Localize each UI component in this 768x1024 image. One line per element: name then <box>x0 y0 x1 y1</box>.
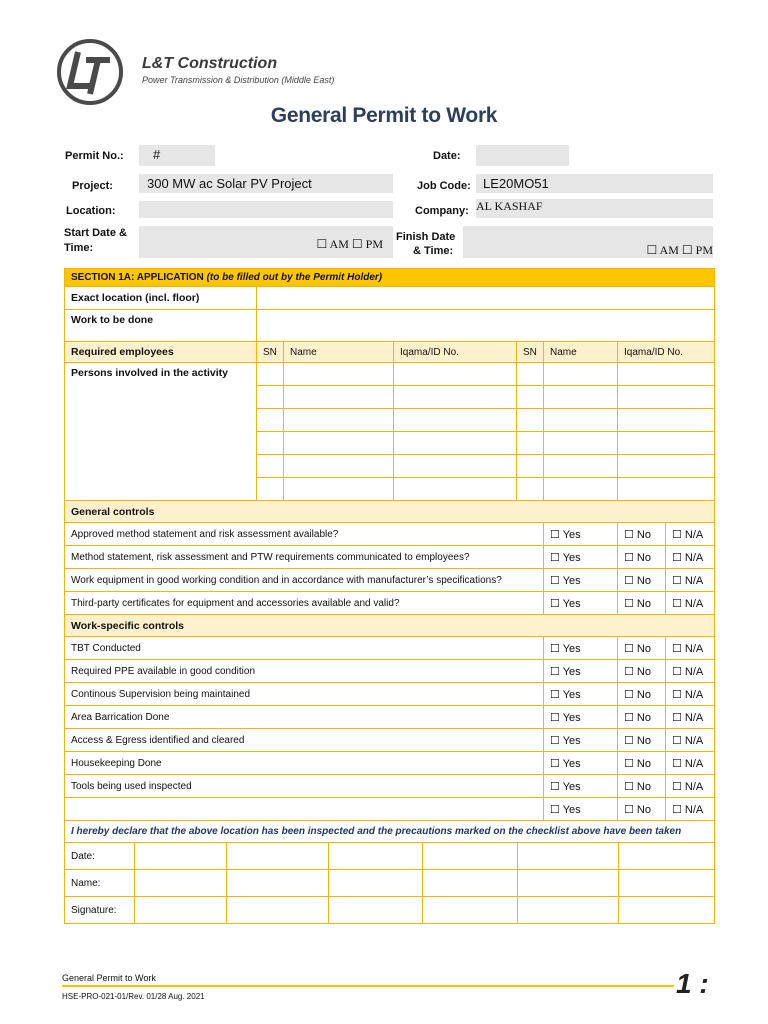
col-name-1: Name <box>284 342 394 363</box>
person-cell[interactable] <box>394 455 517 478</box>
sign-cell[interactable] <box>135 897 227 924</box>
na-checkbox[interactable]: ☐ N/A <box>666 660 715 683</box>
na-checkbox[interactable]: ☐ N/A <box>666 706 715 729</box>
person-cell[interactable] <box>618 386 715 409</box>
no-checkbox[interactable]: ☐ No <box>618 592 666 615</box>
sign-cell[interactable] <box>329 897 423 924</box>
signature-row-label: Signature: <box>65 897 135 924</box>
date-row-label: Date: <box>65 843 135 870</box>
start-am-pm[interactable]: ☐ AM ☐ PM <box>316 237 383 251</box>
person-cell[interactable] <box>618 432 715 455</box>
no-checkbox[interactable]: ☐ No <box>618 546 666 569</box>
col-sn-1: SN <box>257 342 284 363</box>
person-cell[interactable] <box>544 363 618 386</box>
yes-checkbox[interactable]: ☐ Yes <box>544 683 618 706</box>
person-cell[interactable] <box>618 409 715 432</box>
sign-cell[interactable] <box>518 870 619 897</box>
exact-location-input[interactable] <box>257 287 715 310</box>
date-field[interactable] <box>476 145 569 166</box>
sign-cell[interactable] <box>227 870 329 897</box>
work-to-be-done-input[interactable] <box>257 310 715 342</box>
person-cell[interactable] <box>517 455 544 478</box>
general-control-item: Third-party certificates for equipment and accessories available and valid? <box>65 592 544 615</box>
job-code-label: Job Code: <box>417 180 471 192</box>
no-checkbox[interactable]: ☐ No <box>618 775 666 798</box>
yes-checkbox[interactable]: ☐ Yes <box>544 798 618 821</box>
na-checkbox[interactable]: ☐ N/A <box>666 637 715 660</box>
person-cell[interactable] <box>257 478 284 501</box>
exact-location-label: Exact location (incl. floor) <box>65 287 257 310</box>
person-cell[interactable] <box>284 478 394 501</box>
sign-cell[interactable] <box>619 843 715 870</box>
signature-table <box>64 842 715 924</box>
person-cell[interactable] <box>394 478 517 501</box>
person-cell[interactable] <box>517 386 544 409</box>
project-label: Project: <box>72 180 113 192</box>
sign-cell[interactable] <box>423 897 518 924</box>
work-control-item: Housekeeping Done <box>65 752 544 775</box>
person-cell[interactable] <box>257 363 284 386</box>
person-cell[interactable] <box>517 409 544 432</box>
work-control-item: Required PPE available in good condition <box>65 660 544 683</box>
col-iqama-2: Iqama/ID No. <box>618 342 715 363</box>
finish-am-pm[interactable]: ☐ AM ☐ PM <box>646 243 713 257</box>
person-cell[interactable] <box>618 478 715 501</box>
general-control-item: Approved method statement and risk assessment available? <box>65 523 544 546</box>
person-cell[interactable] <box>517 432 544 455</box>
person-cell[interactable] <box>284 432 394 455</box>
work-to-be-done-label: Work to be done <box>65 310 257 342</box>
sign-cell[interactable] <box>329 843 423 870</box>
sign-cell[interactable] <box>423 870 518 897</box>
permit-no-field[interactable]: # <box>139 145 215 166</box>
work-control-item: TBT Conducted <box>65 637 544 660</box>
yes-checkbox[interactable]: ☐ Yes <box>544 660 618 683</box>
na-checkbox[interactable]: ☐ N/A <box>666 798 715 821</box>
project-field[interactable]: 300 MW ac Solar PV Project <box>139 174 393 193</box>
work-controls-heading: Work-specific controls <box>65 615 715 637</box>
sign-cell[interactable] <box>518 843 619 870</box>
yes-checkbox[interactable]: ☐ Yes <box>544 637 618 660</box>
location-label: Location: <box>66 205 116 217</box>
persons-involved-label: Persons involved in the activity <box>65 363 257 501</box>
person-cell[interactable] <box>618 455 715 478</box>
person-cell[interactable] <box>284 409 394 432</box>
person-cell[interactable] <box>284 363 394 386</box>
company-field[interactable]: AL KASHAF <box>476 199 713 218</box>
person-cell[interactable] <box>544 386 618 409</box>
name-row-label: Name: <box>65 870 135 897</box>
work-control-item: Continous Supervision being maintained <box>65 683 544 706</box>
sign-cell[interactable] <box>423 843 518 870</box>
work-control-item: Area Barrication Done <box>65 706 544 729</box>
person-cell[interactable] <box>284 455 394 478</box>
person-cell[interactable] <box>517 363 544 386</box>
sign-cell[interactable] <box>227 897 329 924</box>
finish-label-1: Finish Date <box>396 231 456 243</box>
na-checkbox[interactable]: ☐ N/A <box>666 569 715 592</box>
sign-cell[interactable] <box>619 870 715 897</box>
sign-cell[interactable] <box>329 870 423 897</box>
person-cell[interactable] <box>517 478 544 501</box>
work-control-item: Access & Egress identified and cleared <box>65 729 544 752</box>
footer-doc-ref: HSE-PRO-021-01/Rev. 01/28 Aug. 2021 <box>62 992 205 1001</box>
general-controls-heading: General controls <box>65 501 715 523</box>
sign-cell[interactable] <box>518 897 619 924</box>
col-sn-2: SN <box>517 342 544 363</box>
yes-checkbox[interactable]: ☐ Yes <box>544 775 618 798</box>
na-checkbox[interactable]: ☐ N/A <box>666 523 715 546</box>
person-cell[interactable] <box>394 363 517 386</box>
company-name: L&T Construction <box>142 55 278 72</box>
yes-checkbox[interactable]: ☐ Yes <box>544 706 618 729</box>
no-checkbox[interactable]: ☐ No <box>618 798 666 821</box>
location-field[interactable] <box>139 201 393 218</box>
permit-no-label: Permit No.: <box>65 150 124 162</box>
yes-checkbox[interactable]: ☐ Yes <box>544 752 618 775</box>
finish-label-2: & Time: <box>413 245 454 257</box>
no-checkbox[interactable]: ☐ No <box>618 660 666 683</box>
person-cell[interactable] <box>257 409 284 432</box>
no-checkbox[interactable]: ☐ No <box>618 637 666 660</box>
col-iqama-1: Iqama/ID No. <box>394 342 517 363</box>
general-control-item: Method statement, risk assessment and PTW requirements communicated to employees? <box>65 546 544 569</box>
section-header: SECTION 1A: APPLICATION (to be filled out by the Permit Holder) <box>65 269 715 287</box>
application-form <box>64 268 715 843</box>
no-checkbox[interactable]: ☐ No <box>618 752 666 775</box>
person-cell[interactable] <box>394 386 517 409</box>
work-control-item: Tools being used inspected <box>65 775 544 798</box>
person-cell[interactable] <box>257 386 284 409</box>
sign-cell[interactable] <box>619 897 715 924</box>
no-checkbox[interactable]: ☐ No <box>618 706 666 729</box>
no-checkbox[interactable]: ☐ No <box>618 683 666 706</box>
yes-checkbox[interactable]: ☐ Yes <box>544 523 618 546</box>
na-checkbox[interactable]: ☐ N/A <box>666 752 715 775</box>
na-checkbox[interactable]: ☐ N/A <box>666 546 715 569</box>
no-checkbox[interactable]: ☐ No <box>618 729 666 752</box>
na-checkbox[interactable]: ☐ N/A <box>666 683 715 706</box>
person-cell[interactable] <box>394 409 517 432</box>
sign-cell[interactable] <box>227 843 329 870</box>
footer-divider <box>62 985 674 987</box>
lt-logo-icon <box>56 38 124 106</box>
sign-cell[interactable] <box>135 870 227 897</box>
na-checkbox[interactable]: ☐ N/A <box>666 592 715 615</box>
yes-checkbox[interactable]: ☐ Yes <box>544 592 618 615</box>
yes-checkbox[interactable]: ☐ Yes <box>544 546 618 569</box>
person-cell[interactable] <box>284 386 394 409</box>
person-cell[interactable] <box>257 432 284 455</box>
person-cell[interactable] <box>544 455 618 478</box>
person-cell[interactable] <box>257 455 284 478</box>
division-name: Power Transmission & Distribution (Middle East) <box>142 75 335 85</box>
start-label-2: Time: <box>64 242 94 254</box>
page-number: 1 : <box>676 968 709 999</box>
yes-checkbox[interactable]: ☐ Yes <box>544 569 618 592</box>
no-checkbox[interactable]: ☐ No <box>618 523 666 546</box>
declaration-text: I hereby declare that the above location has been inspected and the precautions marked on the checklist above have been taken <box>65 821 715 843</box>
person-cell[interactable] <box>394 432 517 455</box>
work-control-item-blank[interactable] <box>65 798 544 821</box>
job-code-field[interactable]: LE20MO51 <box>476 174 713 193</box>
start-label-1: Start Date & <box>64 227 127 239</box>
na-checkbox[interactable]: ☐ N/A <box>666 775 715 798</box>
person-cell[interactable] <box>544 432 618 455</box>
required-employees-label: Required employees <box>65 342 257 363</box>
footer-doc-title: General Permit to Work <box>62 973 156 983</box>
person-cell[interactable] <box>618 363 715 386</box>
sign-cell[interactable] <box>135 843 227 870</box>
col-name-2: Name <box>544 342 618 363</box>
general-control-item: Work equipment in good working condition and in accordance with manufacturer’s specifications? <box>65 569 544 592</box>
company-label: Company: <box>415 205 469 217</box>
person-cell[interactable] <box>544 478 618 501</box>
na-checkbox[interactable]: ☐ N/A <box>666 729 715 752</box>
finish-datetime-field[interactable] <box>463 226 713 258</box>
person-cell[interactable] <box>544 409 618 432</box>
page-title: General Permit to Work <box>270 104 498 127</box>
date-label: Date: <box>433 150 461 162</box>
start-datetime-field[interactable] <box>139 226 393 258</box>
yes-checkbox[interactable]: ☐ Yes <box>544 729 618 752</box>
no-checkbox[interactable]: ☐ No <box>618 569 666 592</box>
